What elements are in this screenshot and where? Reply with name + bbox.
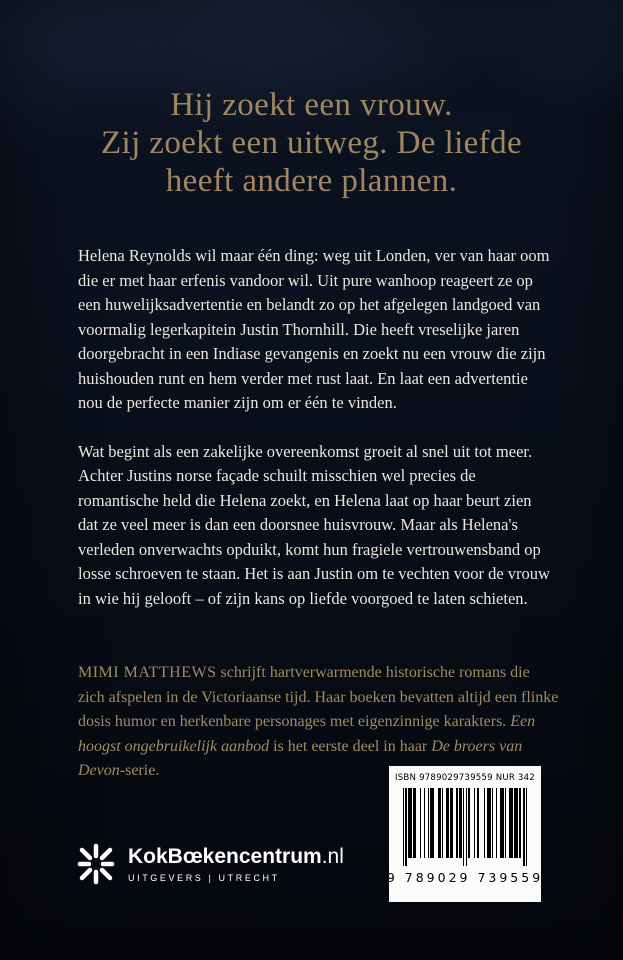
author-bio: MIMI MATTHEWS schrijft hartverwarmende historische romans die zich afspelen in de Victoriaanse tijd. Haar boeken bevatten altijd een flinke dosis humor en herkenbare personages met eigenzinnige karakters. Een hoogst ongebruikelijk aanbod is het eerste deel in haar De broers van Devon-serie. xyxy=(78,664,559,779)
title-line-2: Zij zoekt een uitweg. De liefde xyxy=(100,125,523,161)
synopsis-paragraph-1: Helena Reynolds wil maar één ding: weg uit Londen, ver van haar oom die er met haar erfenis vandoor wil. Uit pure wanhoop reageert ze op een huwelijksadvertentie en belandt zo op het afgelegen landgoed van voormalig legerkapitein Justin Thornhill. Die heeft vreselijke jaren doorgebracht in een Indiase gevangenis en zoekt nu een vrouw die zijn huishouden runt en hem verder met rust laat. En laat een advertentie nou de perfecte manier zijn om er één te vinden. xyxy=(78,246,550,412)
synopsis xyxy=(78,244,551,611)
publisher-block xyxy=(76,842,344,886)
publisher-name: KokBœkencentrum.nl xyxy=(128,845,344,868)
publisher-tagline: UITGEVERS | UTRECHT xyxy=(128,873,280,883)
tagline-title xyxy=(0,86,623,200)
barcode-digits: 9 789029 739559 xyxy=(386,870,544,885)
barcode xyxy=(386,766,544,902)
title-line-3: heeft andere plannen. xyxy=(165,163,458,199)
synopsis-paragraph-2: Wat begint als een zakelijke overeenkomst groeit al snel uit tot meer. Achter Justins norse façade schuilt misschien wel precies de romantische held die Helena zoekt, en Helena laat op haar beurt zien dat ze veel meer is dan een doorsnee huisvrouw. Maar als Helena's verleden onverwachts opduikt, komt hun fragiele vertrouwensband op losse schroeven te staan. Het is aan Justin om te vechten voor de vrouw in wie hij gelooft – of zijn kans op liefde voorgoed te laten schieten. xyxy=(78,441,550,608)
publisher-star-icon xyxy=(76,842,116,886)
barcode-bars xyxy=(403,788,528,868)
title-line-1: Hij zoekt een vrouw. xyxy=(170,87,453,123)
isbn-text: ISBN 9789029739559 NUR 342 xyxy=(395,773,535,783)
publisher-text xyxy=(128,845,344,883)
